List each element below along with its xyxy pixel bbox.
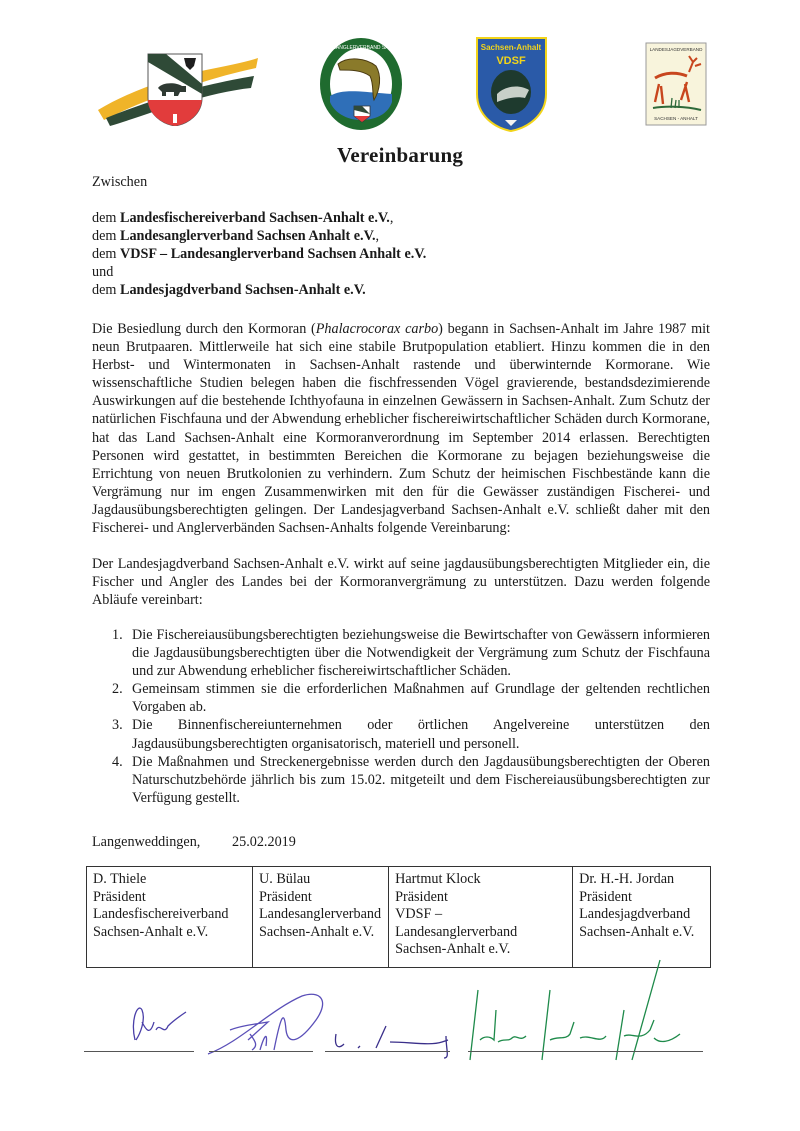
fish-emblem-icon bbox=[318, 36, 404, 132]
place-date bbox=[92, 834, 296, 851]
document-title: Vereinbarung bbox=[336, 143, 464, 167]
signatory-org: Landesanglerverband bbox=[395, 923, 518, 940]
svg-text:LANDESANGLERVERBAND SACHSEN: LANDESANGLERVERBAND SACHSEN bbox=[318, 45, 404, 51]
party-line: dem Landesjagdverband Sachsen-Anhalt e.V. bbox=[92, 282, 366, 299]
logo-landesanglerverband bbox=[318, 36, 404, 132]
logo-vdsf bbox=[475, 36, 548, 132]
signature-line bbox=[325, 1051, 450, 1052]
signature-line bbox=[209, 1051, 313, 1052]
party-line: dem Landesfischereiverband Sachsen-Anhalt e.V., bbox=[92, 210, 394, 226]
signatory-org: Landesjagdverband bbox=[579, 906, 691, 922]
place: Langenweddingen, bbox=[92, 834, 201, 850]
procedure-item: 1. Die Fischereiausübungsberechtigten beziehungsweise die Bewirtschafter von Gewässern informieren die Jagdausübungsberechtigten über die Notwendigkeit der Vergrämung zum Schutz der Fischfauna und zur Abwendung erheblicher fischereiwirtschaftlicher Schäden. bbox=[112, 627, 710, 680]
signatory-name: Hartmut Klock bbox=[395, 871, 481, 887]
party-name: VDSF – Landesanglerverband Sachsen Anhalt e.V. bbox=[119, 246, 427, 263]
signatory-org: Sachsen-Anhalt e.V. bbox=[395, 941, 511, 957]
party-name: Landesanglerverband Sachsen Anhalt e.V. bbox=[119, 228, 376, 245]
deer-emblem-icon bbox=[645, 42, 707, 126]
signature-klock-icon bbox=[335, 1026, 448, 1058]
signatory-org: Landesanglerverband bbox=[259, 906, 382, 922]
signatory-name: U. Bülau bbox=[259, 871, 311, 887]
signature-line bbox=[84, 1051, 194, 1052]
signatory-role: Präsident bbox=[395, 888, 448, 905]
signature-jordan-icon bbox=[470, 960, 680, 1060]
signatory-name: Dr. H.-H. Jordan bbox=[579, 871, 675, 887]
signature-thiele-icon bbox=[133, 1008, 186, 1040]
signature-line bbox=[468, 1051, 703, 1052]
svg-text:SACHSEN - ANHALT: SACHSEN - ANHALT bbox=[654, 116, 698, 121]
signatory-org: Landesfischereiverband bbox=[93, 906, 229, 922]
signatory-org: Sachsen-Anhalt e.V. bbox=[579, 923, 695, 940]
logo-sachsen-anhalt-coat-of-arms bbox=[96, 48, 261, 126]
paragraph-agreement: Der Landesjagdverband Sachsen-Anhalt e.V. wirkt auf seine jagdausübungsberechtigten Mitglieder ein, die Fischer und Angler des Landes bei der Kormoranvergrämung zu unterstützen. Dazu werden folgende Abläufe vereinbart: bbox=[92, 556, 710, 609]
party-connector: und bbox=[92, 264, 114, 281]
signature-buelau-icon bbox=[208, 994, 323, 1054]
signatory-role: Präsident bbox=[579, 888, 632, 905]
party-name: Landesfischereiverband Sachsen-Anhalt e.V. bbox=[119, 210, 390, 226]
date: 25.02.2019 bbox=[232, 834, 296, 850]
logo-landesjagdverband bbox=[645, 42, 707, 126]
svg-text:LANDESJAGDVERBAND: LANDESJAGDVERBAND bbox=[649, 47, 703, 52]
party-line: dem VDSF – Landesanglerverband Sachsen Anhalt e.V. bbox=[92, 246, 427, 263]
species-name: Phalacrocorax carbo bbox=[315, 321, 439, 337]
paragraph-background: Die Besiedlung durch den Kormoran (Phalacrocorax carbo) begann in Sachsen-Anhalt im Jahre 1987 mit neun Brutpaaren. Mittlerweile hat sich eine stabile Brutpopulation etabliert. Hinzu kommen die in den Herbst- und Wintermonaten in Sachsen-Anhalt rastende und überwinternde Kormorane. Wie wissenschaftliche Studien belegen haben die fischfressenden Vögel gravierende, bestandsdezimierende Auswirkungen auf die bestehende Ichthyofauna in einzelnen Gewässern in Sachsen-Anhalt. Zum Schutz der natürlichen Fischfauna und der Abwendung erheblicher fischereiwirtschaftlicher Schäden durch Kormorane, hat das Land Sachsen-Anhalt eine Kormoranverordnung im September 2014 erlassen. Berechtigten Personen wird gestattet, in bestimmten Bereichen die Kormorane zu bejagen beziehungsweise die Errichtung von neuen Brutkolonien zu verhindern. Zum Schutz der heimischen Fischbestände kann die Vergrämung nur im engen Zusammenwirken mit den für die Gewässer zuständigen Fischerei- und Jagdausübungsberechtigten gelingen. Der Landesjagverband Sachsen-Anhalt e.V. schließt daher mit den Fischerei- und Anglerverbänden Sachsen-Anhalts folgende Vereinbarung: bbox=[92, 321, 710, 537]
procedure-list bbox=[92, 626, 710, 807]
signatory-name: D. Thiele bbox=[93, 871, 147, 887]
signatory-role: Präsident bbox=[93, 888, 146, 905]
signatory-org: VDSF – bbox=[395, 906, 443, 922]
procedure-item: 3. Die Binnenfischereiunternehmen oder örtlichen Angelvereine unterstützen den Jagdausübungsberechtigten organisatorisch, materiell und personell. bbox=[112, 717, 710, 752]
svg-text:VDSF: VDSF bbox=[496, 55, 526, 67]
parties-list bbox=[92, 209, 426, 299]
signatory-org: Sachsen-Anhalt e.V. bbox=[93, 923, 209, 940]
party-name: Landesjagdverband Sachsen-Anhalt e.V. bbox=[119, 282, 366, 299]
signatures bbox=[80, 950, 720, 1080]
signatory-org: Sachsen-Anhalt e.V. bbox=[259, 923, 375, 940]
shield-badge-icon bbox=[475, 36, 548, 132]
signatory-role: Präsident bbox=[259, 888, 312, 905]
coat-of-arms-icon bbox=[96, 48, 261, 126]
procedure-item: 4. Die Maßnahmen und Streckenergebnisse werden durch den Jagdausübungsberechtigten der Oberen Naturschutzbehörde jährlich bis zum 15.02. mitgeteilt und dem Fischereiausübungsberechtigten zur Verfügung gestellt. bbox=[112, 753, 710, 806]
signature-lines bbox=[0, 1051, 800, 1053]
procedure-item: 2. Gemeinsam stimmen sie die erforderlichen Maßnahmen auf Grundlage der geltenden rechtlichen Vorgaben ab. bbox=[112, 681, 710, 716]
party-line: dem Landesanglerverband Sachsen Anhalt e.V., bbox=[92, 228, 380, 245]
intro-text: Zwischen bbox=[92, 174, 148, 190]
svg-text:Sachsen-Anhalt: Sachsen-Anhalt bbox=[480, 43, 542, 52]
